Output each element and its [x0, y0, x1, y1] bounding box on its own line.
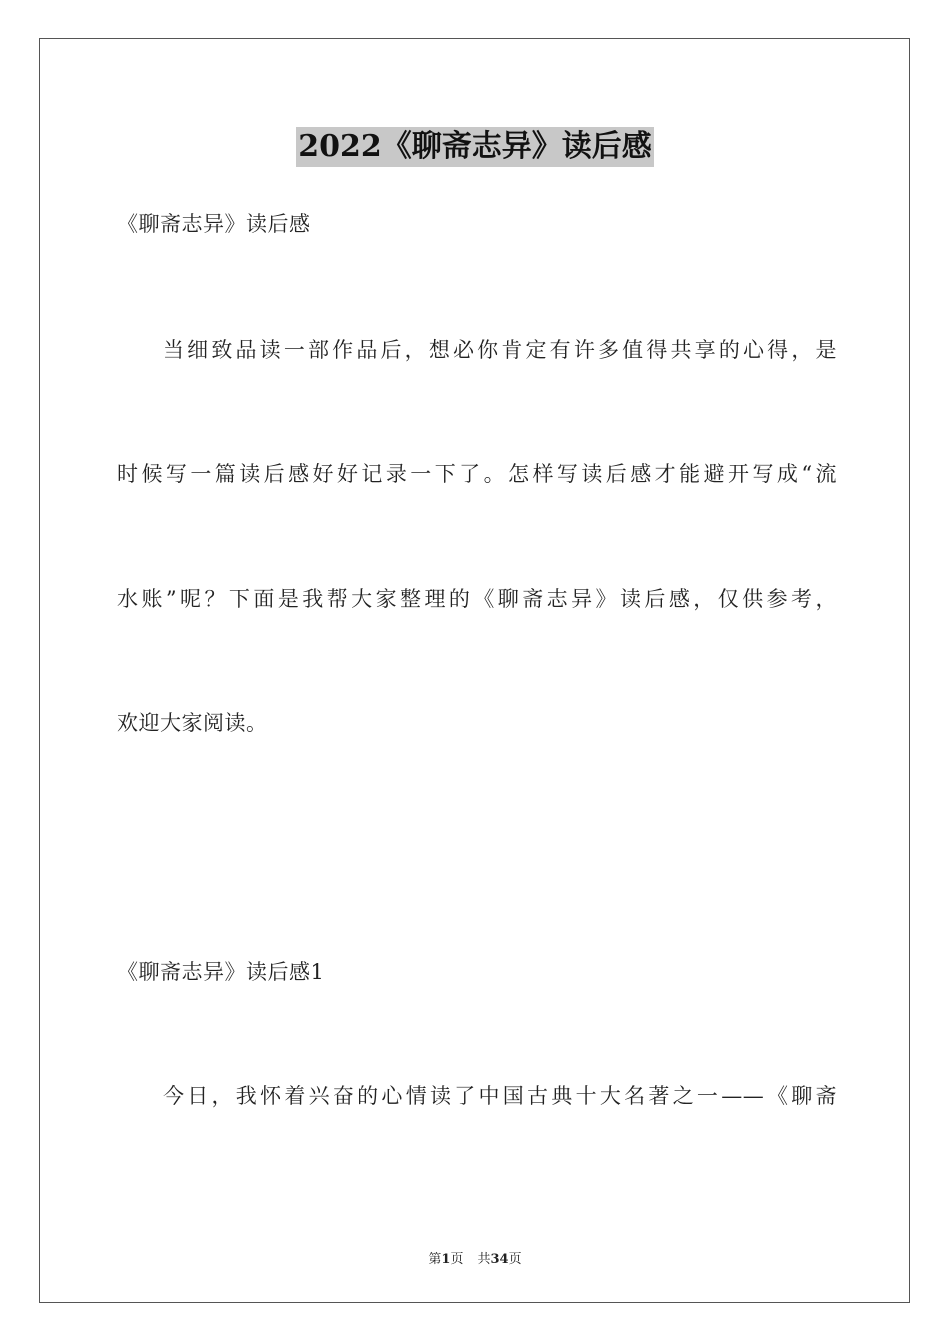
section-heading: 《聊斋志异》读后感1 [117, 960, 325, 984]
total-suffix: 页 [508, 1252, 522, 1267]
page-current: 1 [441, 1252, 451, 1267]
intro-line-1: 当细致品读一部作品后，想必你肯定有许多值得共享的心得，是 [163, 338, 837, 362]
page-total: 34 [490, 1252, 509, 1267]
total-prefix: 共 [477, 1252, 491, 1267]
title-container [0, 127, 950, 167]
intro-line-2: 时候写一篇读后感好好记录一下了。怎样写读后感才能避开写成“流 [117, 462, 837, 486]
page-prefix: 第 [428, 1252, 442, 1267]
document-subtitle: 《聊斋志异》读后感 [117, 212, 311, 236]
intro-line-3: 水账”呢？下面是我帮大家整理的《聊斋志异》读后感，仅供参考， [117, 587, 837, 611]
section-line-1: 今日，我怀着兴奋的心情读了中国古典十大名著之一——《聊斋 [163, 1084, 837, 1108]
page-mid: 页 [450, 1252, 464, 1267]
document-title: 2022《聊斋志异》读后感 [296, 127, 654, 167]
page-footer [0, 1248, 950, 1267]
intro-line-4: 欢迎大家阅读。 [117, 711, 268, 735]
